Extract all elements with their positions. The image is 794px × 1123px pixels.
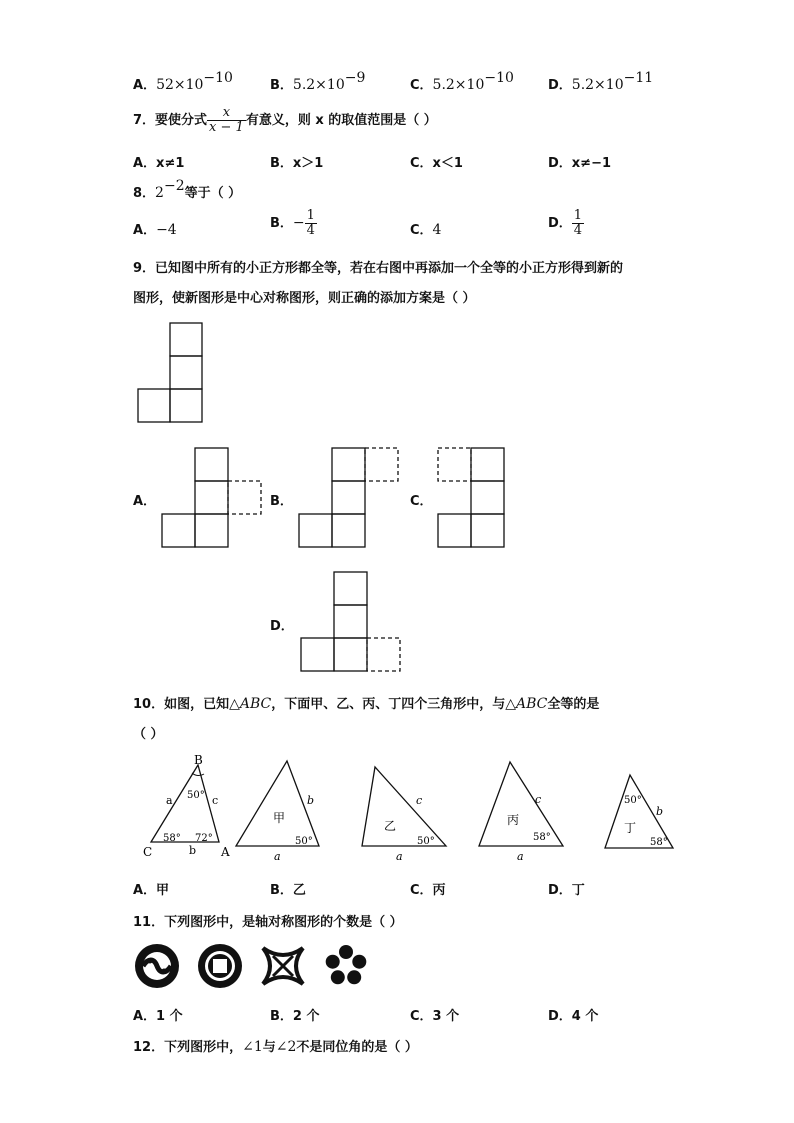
q9-option-a-label: A． [133,494,157,509]
q7-stem: 7．要使分式 $\frac{x}{x - 1}$ 有意义，则 x 的取值范围是（ ） [133,105,437,135]
q10-line2: （ ） [133,727,164,742]
q8-option-a: A．−4 [133,222,177,238]
q9-option-c-figure [432,442,552,552]
q12-stem: 12．下列图形中，∠1与∠2不是同位角的是（ ） [133,1039,418,1055]
label-C: C [143,845,153,859]
q11-figures [133,940,373,992]
angle-b: 50° [187,790,205,801]
q10-option-b: B．乙 [270,883,306,898]
q10-triangle-jia [228,754,328,864]
angle-c: 58° [163,833,181,844]
q8-option-b: B．− $\frac{1}{4}$ [270,208,315,238]
q9-option-b-label: B． [270,494,293,509]
q9-option-a-figure [155,442,275,552]
q7-option-b: B．x＞1 [270,156,324,171]
q10-line1: 10．如图，已知△ABC，下面甲、乙、丙、丁四个三角形中，与△ABC全等的是 [133,696,600,712]
q8-option-d: D． $\frac{1}{4}$ [548,208,583,238]
q11-option-d: D．4 个 [548,1009,599,1024]
label-yi: 乙 [384,819,397,833]
q6-option-d: D．$5.2\times 10^{-11}$ [548,70,654,93]
angle-58: 58° [533,832,551,843]
side-a: a [166,794,173,807]
q6-option-c: C．$5.2\times 10^{-10}$ [410,70,514,93]
q11-option-b: B．2 个 [270,1009,320,1024]
angle-50: 50° [417,836,435,847]
q10-triangle-ding [600,770,680,854]
q10-option-d: D．丁 [548,883,585,898]
q10-triangle-bing [475,756,570,864]
q6-option-b: B．$5.2\times 10^{-9}$ [270,70,366,93]
side-c: c [416,794,423,807]
label-bing: 丙 [507,813,520,827]
angle-58: 58° [650,837,668,848]
side-a: a [396,850,403,863]
angle-50: 50° [295,836,313,847]
side-a: a [274,850,281,863]
side-b: b [307,794,315,807]
q8-option-c: C．4 [410,222,442,238]
q10-option-a: A．甲 [133,883,170,898]
side-a: a [517,850,524,863]
angle-a: 72° [195,833,213,844]
q11-stem: 11．下列图形中，是轴对称图形的个数是（ ） [133,915,403,930]
symbol-flower [324,944,368,988]
q10-triangle-yi [360,760,452,864]
label-B: B [194,753,203,767]
q10-triangle-abc [135,752,240,862]
q9-line2: 图形，使新图形是中心对称图形，则正确的添加方案是（ ） [133,291,476,306]
q7-option-d: D．x≠−1 [548,156,612,171]
q11-option-c: C．3 个 [410,1009,460,1024]
q7-option-c: C．x＜1 [410,156,463,171]
q9-option-b-figure [292,442,412,552]
q6-option-a: A．$52\times 10^{-10}$ [133,70,233,93]
label-A: A [221,845,230,859]
q8-stem: 8．$2^{-2}$等于（ ） [133,178,242,201]
q7-option-a: A．x≠1 [133,156,185,171]
side-c: c [535,793,542,806]
q10-option-c: C．丙 [410,883,446,898]
side-c: c [212,794,219,807]
symbol-wave-circle [135,944,179,988]
label-jia: 甲 [273,811,286,825]
q9-option-d-label: D． [270,619,294,634]
side-b: b [189,844,197,857]
q11-option-a: A．1 个 [133,1009,183,1024]
angle-50: 50° [624,795,642,806]
q7-fraction: $\frac{x}{x - 1}$ [209,105,244,135]
symbol-coin [198,944,242,988]
label-ding: 丁 [624,821,637,835]
q9-line1: 9．已知图中所有的小正方形都全等，若在右图中再添加一个全等的小正方形得到新的 [133,261,624,276]
q9-option-d-figure [294,566,414,676]
side-b: b [656,805,664,818]
symbol-knot [263,948,303,984]
q9-original-figure [130,318,210,428]
q9-option-c-label: C． [410,494,433,509]
